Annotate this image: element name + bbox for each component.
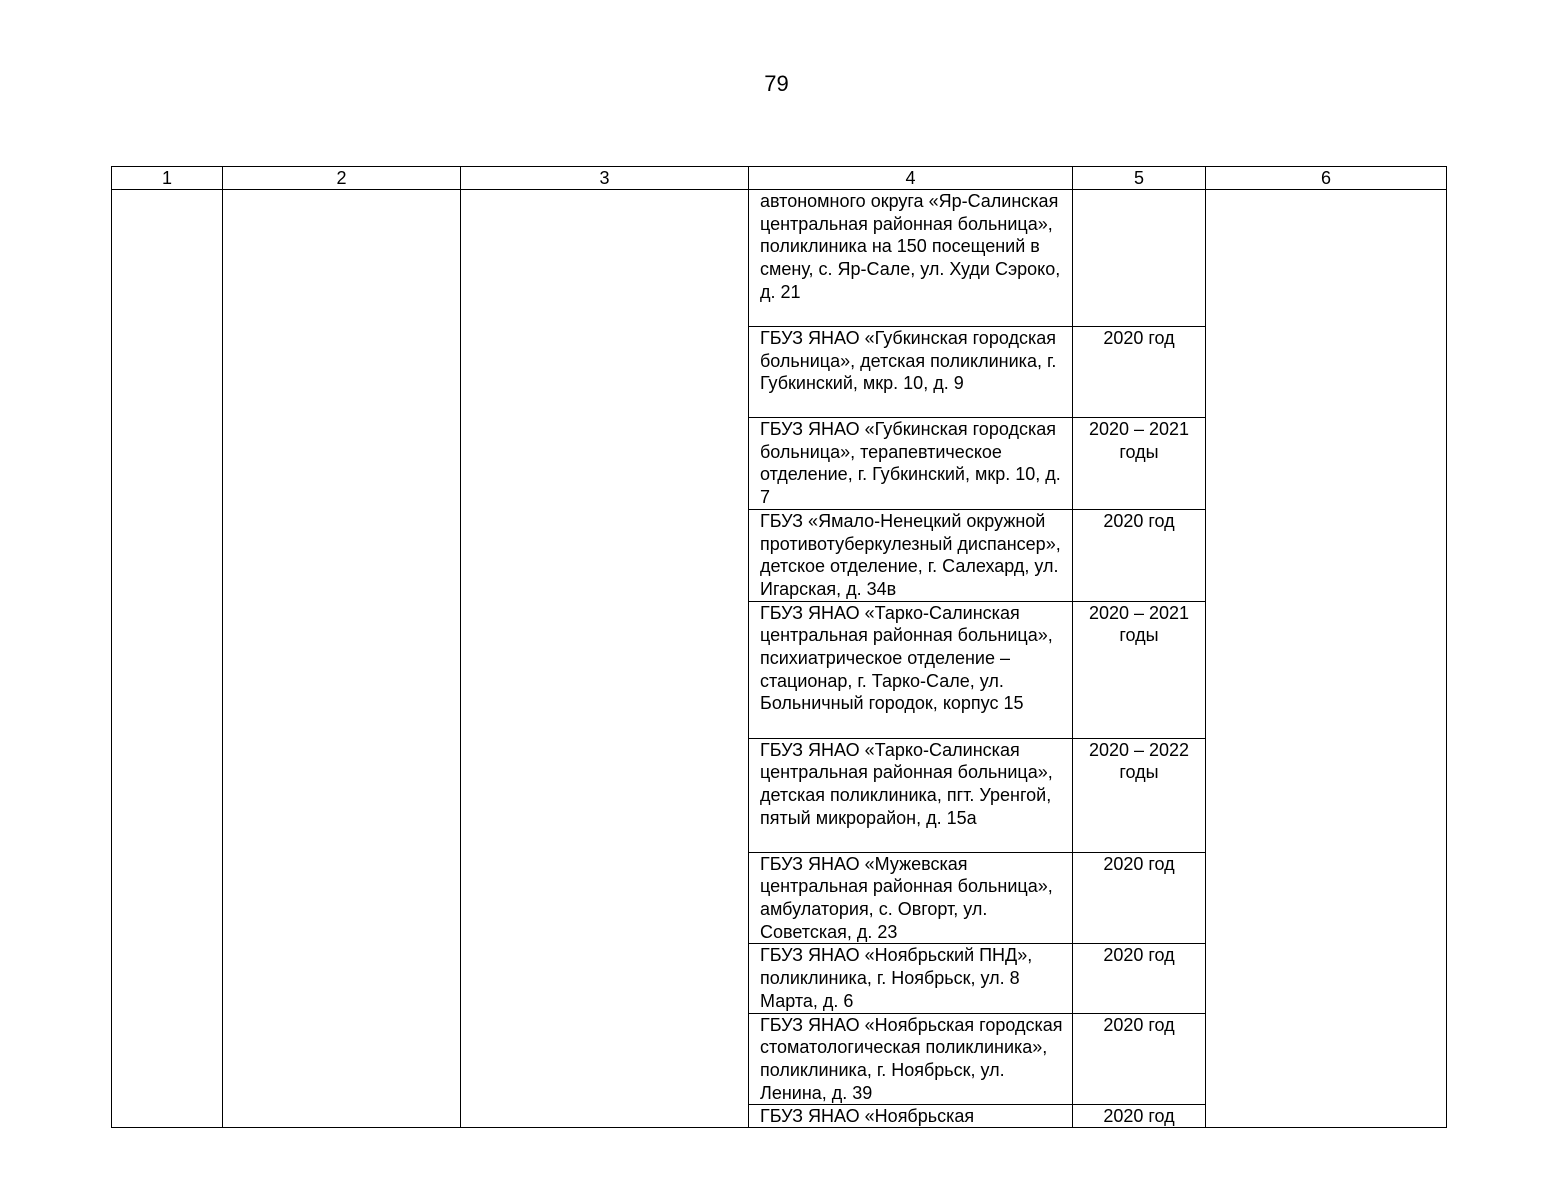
column-number: 4 bbox=[749, 167, 1073, 190]
facility-cell: ГБУЗ ЯНАО «Ноябрьская bbox=[749, 1105, 1073, 1128]
column-3-cell bbox=[461, 190, 749, 1128]
facility-cell: ГБУЗ ЯНАО «Тарко-Салинская центральная районная больница», психиатрическое отделение – стационар, г. Тарко-Сале, ул. Больничный городок, корпус 15 bbox=[749, 601, 1073, 738]
period-cell: 2020 – 2022 годы bbox=[1073, 738, 1206, 852]
column-1-cell bbox=[112, 190, 223, 1128]
facility-cell: ГБУЗ «Ямало-Ненецкий окружной противотуберкулезный диспансер», детское отделение, г. Салехард, ул. Игарская, д. 34в bbox=[749, 509, 1073, 601]
period-cell: 2020 год bbox=[1073, 852, 1206, 944]
column-number: 1 bbox=[112, 167, 223, 190]
period-cell: 2020 год bbox=[1073, 509, 1206, 601]
column-6-cell bbox=[1206, 190, 1447, 1128]
facility-cell: автономного округа «Яр-Салинская центральная районная больница», поликлиника на 150 посещений в смену, с. Яр-Сале, ул. Худи Сэроко, д. 21 bbox=[749, 190, 1073, 327]
facility-cell: ГБУЗ ЯНАО «Мужевская центральная районная больница», амбулатория, с. Овгорт, ул. Советская, д. 23 bbox=[749, 852, 1073, 944]
period-cell: 2020 год bbox=[1073, 1013, 1206, 1105]
period-cell bbox=[1073, 190, 1206, 327]
period-cell: 2020 – 2021 годы bbox=[1073, 418, 1206, 510]
facilities-table bbox=[111, 166, 1447, 1128]
period-cell: 2020 год bbox=[1073, 327, 1206, 418]
facility-cell: ГБУЗ ЯНАО «Губкинская городская больница», детская поликлиника, г. Губкинский, мкр. 10, д. 9 bbox=[749, 327, 1073, 418]
facility-cell: ГБУЗ ЯНАО «Ноябрьская городская стоматологическая поликлиника», поликлиника, г. Ноябрьск, ул. Ленина, д. 39 bbox=[749, 1013, 1073, 1105]
period-cell: 2020 год bbox=[1073, 944, 1206, 1013]
period-cell: 2020 год bbox=[1073, 1105, 1206, 1128]
page-number: 79 bbox=[764, 71, 789, 96]
facility-cell: ГБУЗ ЯНАО «Губкинская городская больница», терапевтическое отделение, г. Губкинский, мкр. 10, д. 7 bbox=[749, 418, 1073, 510]
column-number: 3 bbox=[461, 167, 749, 190]
period-cell: 2020 – 2021 годы bbox=[1073, 601, 1206, 738]
facility-cell: ГБУЗ ЯНАО «Тарко-Салинская центральная районная больница», детская поликлиника, пгт. Уренгой, пятый микрорайон, д. 15а bbox=[749, 738, 1073, 852]
column-2-cell bbox=[223, 190, 461, 1128]
column-number-row bbox=[112, 167, 1447, 190]
column-number: 5 bbox=[1073, 167, 1206, 190]
table-row bbox=[112, 190, 1447, 327]
column-number: 6 bbox=[1206, 167, 1447, 190]
column-number: 2 bbox=[223, 167, 461, 190]
facility-cell: ГБУЗ ЯНАО «Ноябрьский ПНД», поликлиника, г. Ноябрьск, ул. 8 Марта, д. 6 bbox=[749, 944, 1073, 1013]
